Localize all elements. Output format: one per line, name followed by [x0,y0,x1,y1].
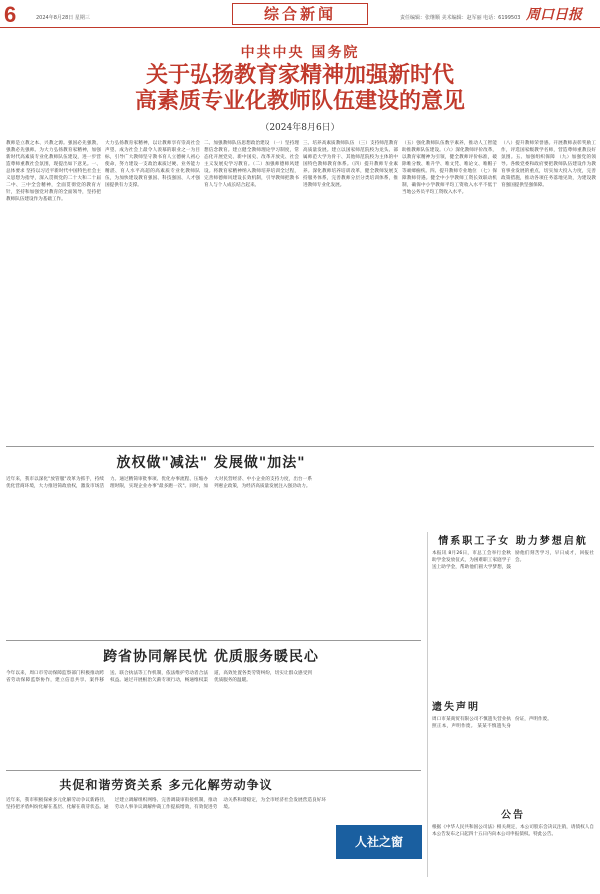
article-column: （八）提升教师荣誉感。开展教师表彰奖励工作，评选国家级教学名师，营造尊师重教良好氛围。五、加强组织保障 （九）加强党的领导。各级党委和政府要把教师队伍建设作为教育事业发展的重点，切实加大投入力度，完善政策措施，推动各项任务落地见效，为建设教育强国提供坚强保障。 [501,141,596,188]
article-pre-title: 中共中央 国务院 [240,45,360,61]
news-box-1-title: 放权做"减法" 发展做"加法" [116,455,306,471]
article-date: （2024年8月6日） [260,123,340,133]
article-title-line2: 高素质专业化教师队伍建设的意见 [134,88,465,114]
sidebar-box-3 [432,824,594,894]
article-column: 二、加强教师队伍思想政治建设 （一）坚持理想信念教育。建立健全教师理论学习制度，常态化开展党史、新中国史、改革开放史、社会主义发展史学习教育。（二）加强师德师风建设。将教育家精神纳入教师培养培训全过程，完善师德师风建设长效机制，引导教师把教书育人与个人成长结合起来。 [204,141,299,188]
news-box-1 [6,452,416,632]
section-title: 综合新闻 [232,3,368,25]
article-column: 大力弘扬教育家精神，以让教师享有崇高社会声望、成为社会上最令人羡慕的职业之一为目标，引导广大教师坚守教书育人立德树人初心使命，努力建设一支政治素质过硬、业务能力精湛、育人水平高超的高素质专业化教师队伍，为加快建设教育强国、科技强国、人才强国提供有力支撑。 [105,141,200,188]
article-title [0,62,600,114]
sidebar-box-1 [432,550,594,698]
divider [6,640,421,641]
news-box-2-text: 今年以来，周口市劳动保障监察部门积极推动跨省劳动保障监察协作，建立信息共享、案件移送、联合执法等工作机制，依法维护劳动者合法权益。通过开展根治欠薪专项行动，畅通维权渠道，高效处置各类劳资纠纷，切实让群众感受到优质服务的温暖。 [6,671,312,683]
header-bar [0,0,600,28]
sidebar-text-2: 周口市某商贸有限公司不慎遗失营业执照正本，声明作废。 某某不慎遗失身份证，声明作废。 [432,717,552,729]
article-column: 教师是立教之本、兴教之源。强国必先强教，强教必先强师。为大力弘扬教育家精神，加强新时代高素质专业化教师队伍建设，进一步营造尊师重教社会氛围，现提出如下意见。一、总体要求 坚持以习近平新时代中国特色社会主义思想为指导，深入贯彻党的二十大和二十届二中、三中全会精神，全面贯彻党的教育方针，坚持和加强党对教育的全面领导，坚持把教师队伍建设作为基础工作。 [6,141,101,202]
news-box-2 [6,646,416,766]
column-badge: 人社之窗 [336,825,422,859]
divider [6,770,421,771]
newspaper-logo: 周口日报 [526,7,582,23]
news-box-3-title: 共促和谐劳资关系 多元化解劳动争议 [59,778,273,792]
news-box-1-text: 近年来，我市以深化"放管服"改革为抓手，持续优化营商环境，大力推进简政放权，激发市场活力。通过精简审批事项、优化办事流程、压缩办理时限，实现企业办事"最多跑一次"。同时，加大对民营经济、中小企业的支持力度，出台一系列惠企政策，为经济高质量发展注入强劲动力。 [6,477,312,489]
page-number: 6 [4,2,17,27]
sidebar-box-2 [432,716,594,806]
article-column: 三、培养高素质教师队伍 （三）支持师范教育高质量发展。建立以国家师范院校为龙头、部属师范大学为骨干、其他师范院校为主体的中国特色教师教育体系。（四）提升教师专业素养。深化教师培养培训改革，健全教师发展支持服务体系，完善教师分层分类培训体系，推进教师专业化发展。 [303,141,398,188]
editors-line: 责任编辑：张继顺 美术编辑：赵军丽 电话：6199503 [400,15,521,21]
sidebar-title-2: 遗失声明 [432,702,480,713]
dateline: 2024年8月28日 星期三 [36,15,90,21]
sidebar [427,532,594,877]
sidebar-text-1: 本报讯 8月26日，市总工会举行金秋助学金发放仪式，为困难职工家庭学子送上助学金，帮助他们圆大学梦想，鼓励他们刻苦学习，早日成才，回报社会。 [432,551,594,570]
article-column: （五）强化教师队伍数字素养，推动人工智能助推教师队伍建设。（六）深化教师评价改革，以教育家精神为引领，健全教师评价标准，破除唯分数、唯升学、唯文凭、唯论文、唯帽子等顽瘴痼疾。四、提升教师专业地位 （七）保障教师待遇。健全中小学教师工资长效联动机制，确保中小学教师平均工资收入水平不低于当地公务员平均工资收入水平。 [402,141,497,195]
sidebar-title-3: 公告 [501,810,525,821]
news-box-3-text: 近年来，我市积极探索多元化解劳动争议新路径，坚持把矛盾纠纷化解在基层、化解在萌芽状态。通过建立调解组织网络、完善调裁审衔接机制，推动劳动人事争议调解仲裁工作提质增效，有效促进劳动关系和谐稳定，为全市经济社会发展营造良好环境。 [6,798,326,810]
article-body [6,140,596,442]
divider [6,446,594,447]
news-box-2-title: 跨省协同解民忧 优质服务暖民心 [103,649,319,665]
news-box-3 [6,776,326,876]
sidebar-text-3: 根据《中华人民共和国公司法》相关规定，本公司股东会决议注销，请债权人自本公告发布之日起四十五日内向本公司申报债权。特此公告。 [432,825,594,837]
sidebar-title-1: 情系职工子女 助力梦想启航 [438,536,588,547]
article-title-line1: 关于弘扬教育家精神加强新时代 [145,62,454,88]
